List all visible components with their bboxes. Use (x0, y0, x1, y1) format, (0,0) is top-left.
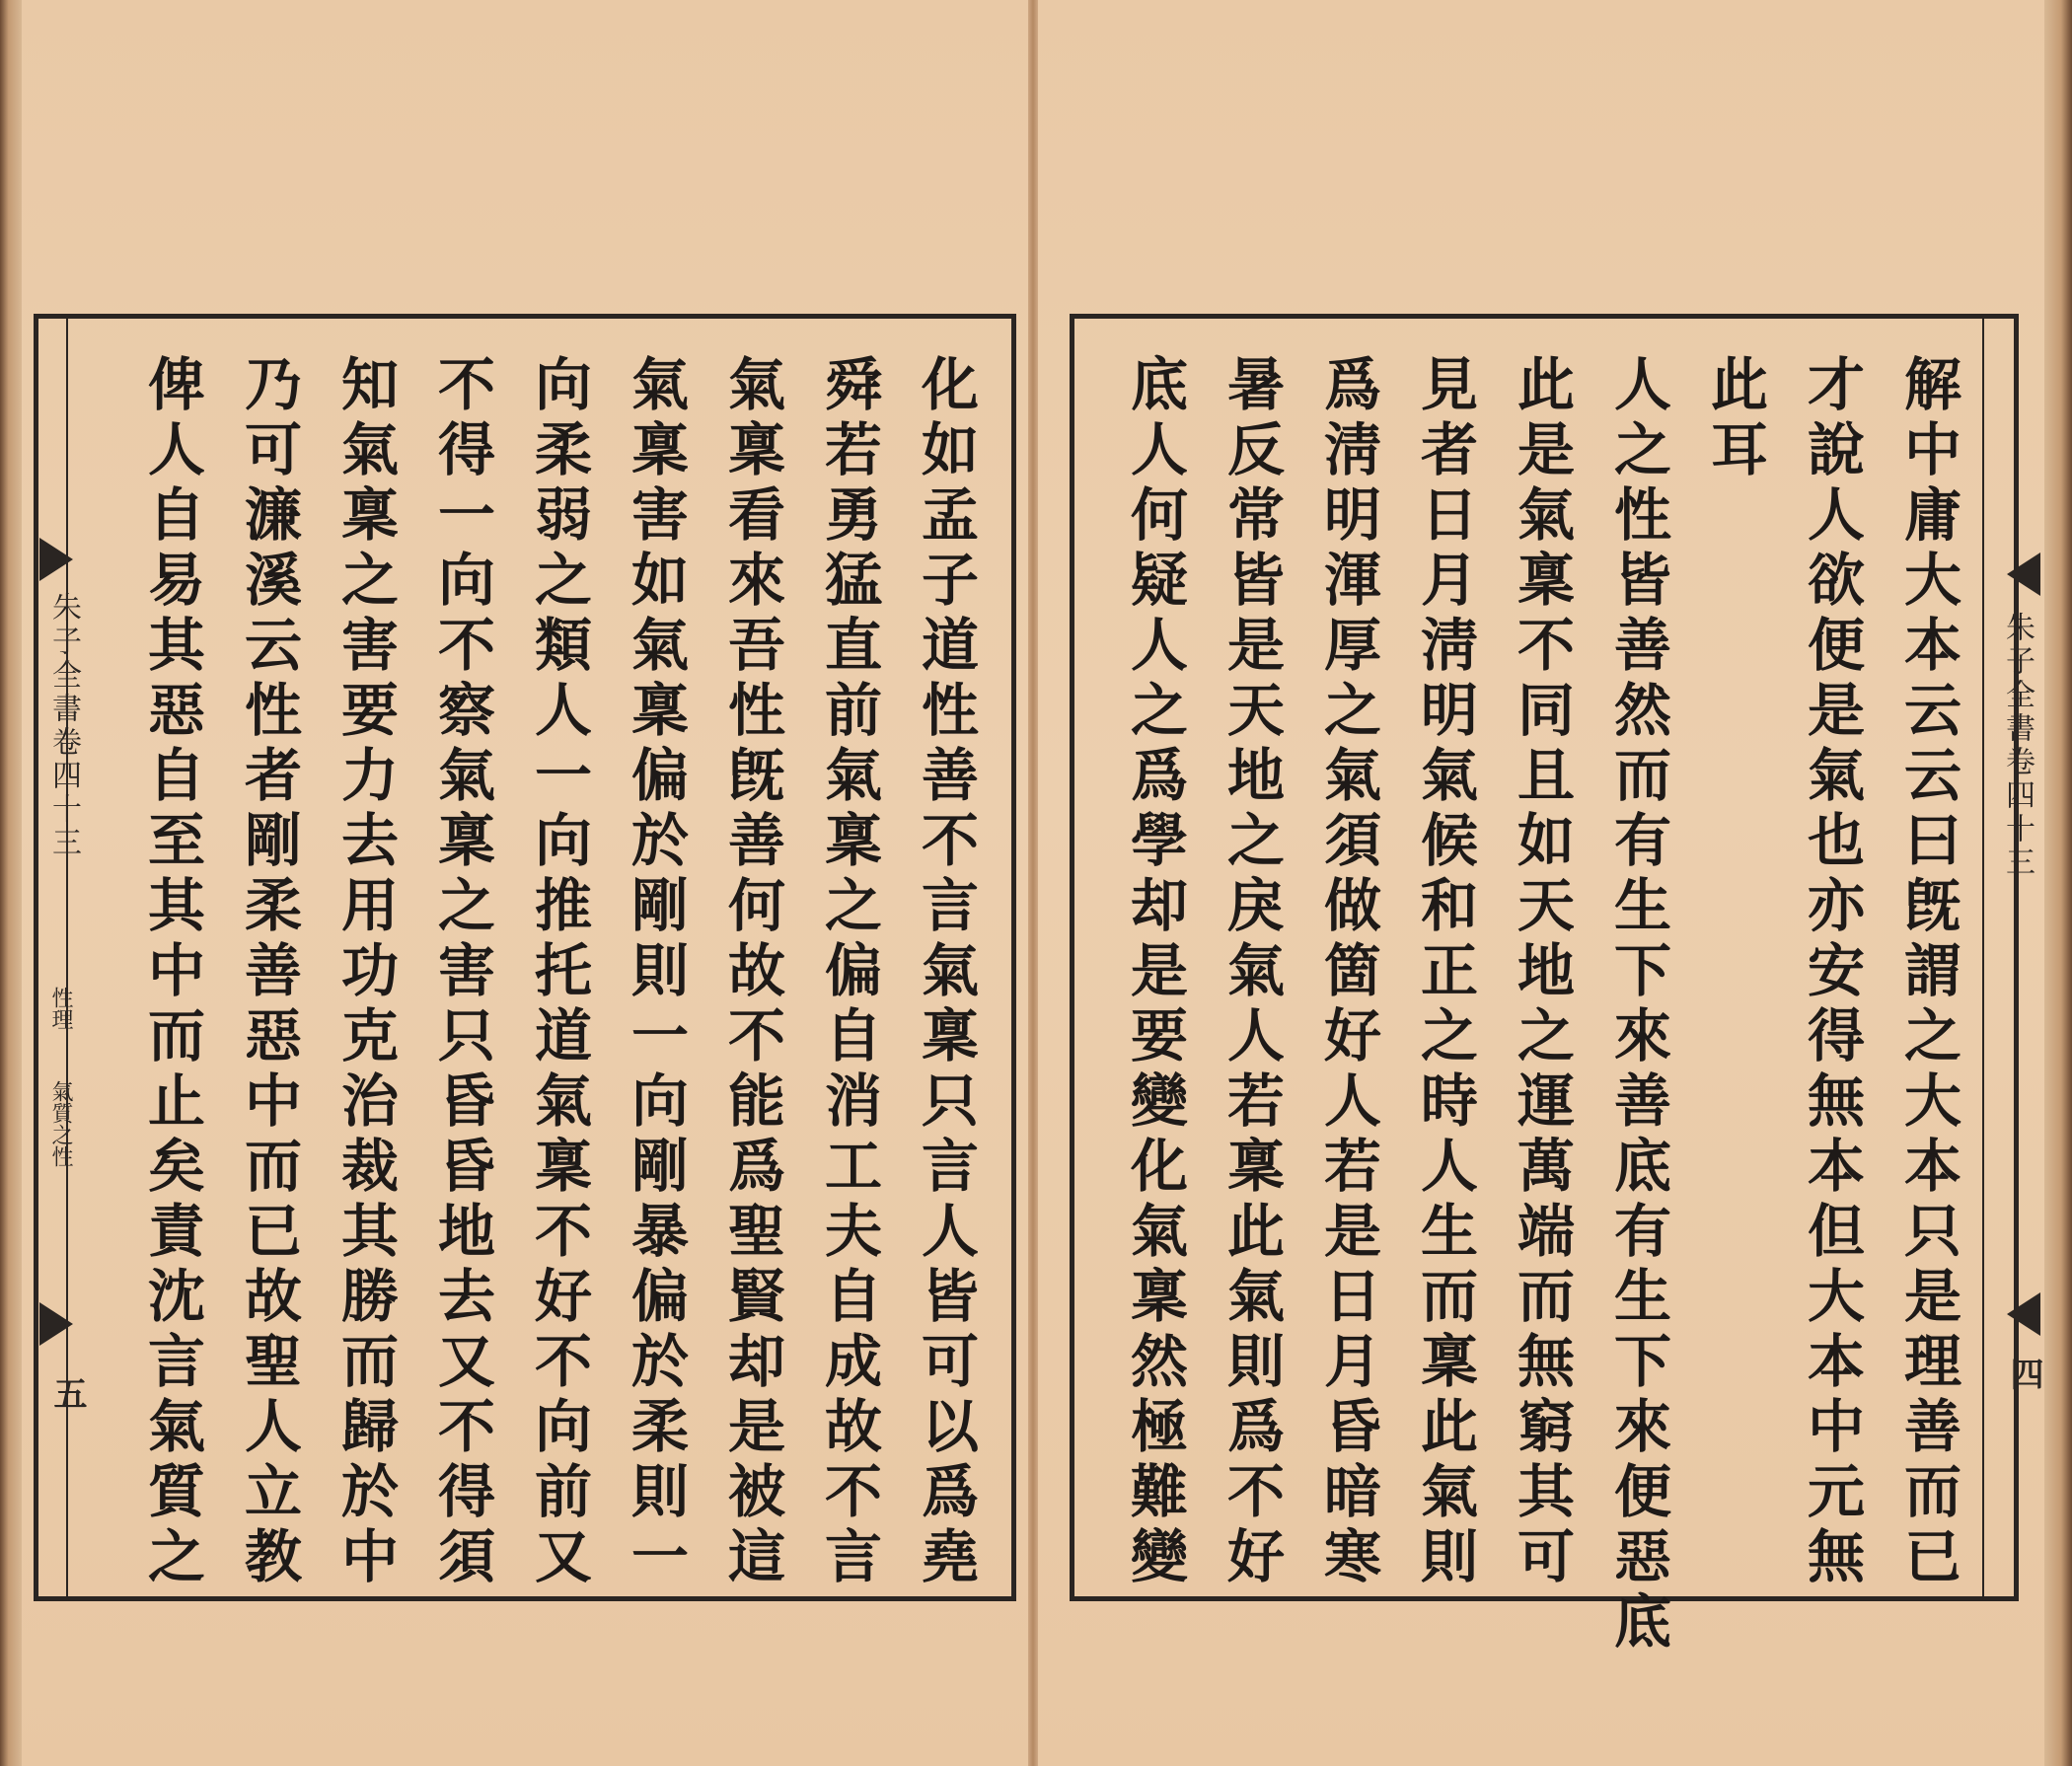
left-page (22, 0, 1028, 1766)
book-left-edge (0, 0, 22, 1766)
text-column: 底人何疑人之爲學却是要變化氣稟然極難變 (1121, 354, 1188, 1591)
text-column: 此是氣稟不同且如天地之運萬端而無窮其可 (1508, 354, 1575, 1591)
book-gutter (1028, 0, 1038, 1766)
lower-fish-tail-icon (2007, 1292, 2040, 1336)
left-margin-section: 性理 (48, 987, 73, 1030)
text-column: 向柔弱之類人一向推托道氣稟不好不向前又 (525, 354, 592, 1591)
right-margin-book-title: 朱子全書卷四十三 (2000, 612, 2035, 880)
text-column: 才說人欲便是氣也亦安得無本但大本中元無 (1798, 354, 1865, 1591)
right-margin-rule (1982, 319, 1984, 1596)
text-column: 此耳 (1701, 354, 1768, 484)
left-margin-topic: 氣質之性 (48, 1080, 73, 1167)
text-column: 暑反常皆是天地之戾氣人若稟此氣則爲不好 (1218, 354, 1285, 1591)
upper-fish-tail-icon (2007, 552, 2040, 596)
text-column: 人之性皆善然而有生下來善底有生下來便惡底 (1604, 354, 1671, 1656)
book-right-edge (2044, 0, 2072, 1766)
text-column: 舜若勇猛直前氣稟之偏自消工夫自成故不言 (815, 354, 882, 1591)
upper-fish-tail-icon (39, 538, 73, 581)
text-column: 乃可濂溪云性者剛柔善惡中而已故聖人立教 (235, 354, 302, 1591)
right-page-number: 四 (2004, 1357, 2043, 1390)
text-column: 俾人自易其惡自至其中而止矣責沈言氣質之 (138, 354, 205, 1591)
right-page (1038, 0, 2044, 1766)
text-column: 解中庸大本云云曰旣謂之大本只是理善而已 (1894, 354, 1961, 1591)
text-column: 不得一向不察氣稟之害只昏昏地去又不得須 (428, 354, 495, 1591)
text-column: 見者日月淸明氣候和正之時人生而稟此氣則 (1411, 354, 1478, 1591)
text-column: 化如孟子道性善不言氣稟只言人皆可以爲堯 (912, 354, 979, 1591)
left-page-number: 五 (47, 1376, 87, 1410)
left-margin-book-title: 朱子全書卷四十三 (46, 592, 81, 860)
right-page-border-frame (1070, 314, 2019, 1656)
text-column: 知氣稟之害要力去用功克治裁其勝而歸於中 (332, 354, 399, 1591)
text-column: 爲淸明渾厚之氣須做箇好人若是日月昏暗寒 (1314, 354, 1381, 1591)
text-column: 氣稟看來吾性旣善何故不能爲聖賢却是被這 (718, 354, 785, 1591)
text-column: 氣稟害如氣稟偏於剛則一向剛暴偏於柔則一 (622, 354, 689, 1591)
left-page-border-frame (34, 314, 1016, 1601)
lower-fish-tail-icon (39, 1302, 73, 1346)
